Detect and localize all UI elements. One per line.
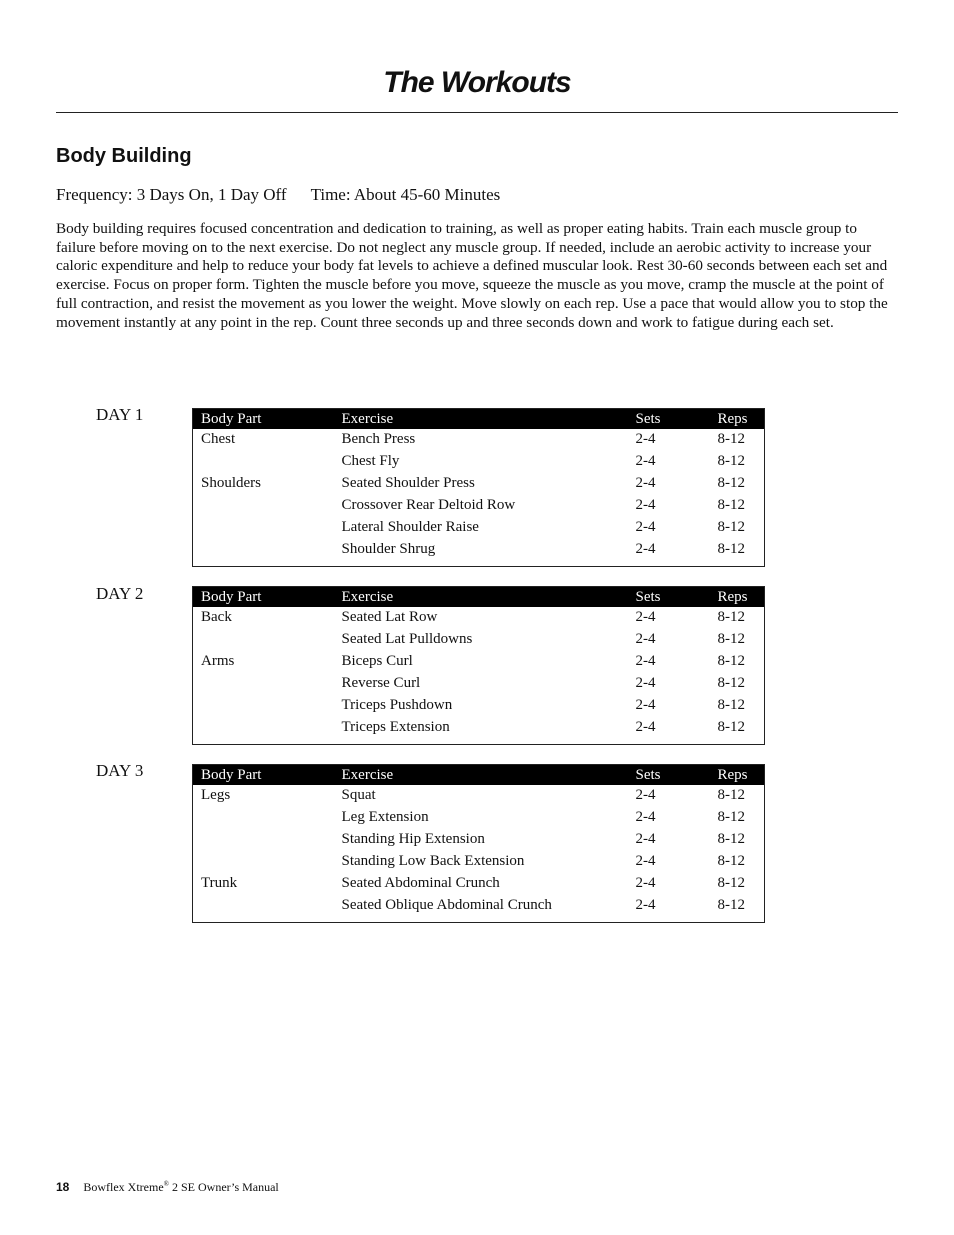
- exercise-cell: Biceps Curl: [341, 652, 413, 669]
- reps-cell: 8-12: [717, 719, 745, 736]
- section-heading: Body Building: [56, 145, 192, 167]
- table-row: [193, 829, 765, 851]
- exercise-cell: Standing Low Back Extension: [341, 852, 525, 869]
- sets-cell: 2-4: [635, 809, 656, 826]
- reps-cell: 8-12: [717, 496, 745, 513]
- header-sets: Sets: [628, 765, 710, 786]
- sets-cell: 2-4: [635, 631, 656, 648]
- header-reps: Reps: [710, 587, 765, 608]
- page-footer: [56, 1180, 279, 1195]
- table-row: [193, 807, 765, 829]
- body-part-cell: [193, 516, 334, 538]
- exercise-cell: Chest Fly: [341, 453, 400, 470]
- reps-cell: 8-12: [717, 431, 745, 448]
- table-row: [193, 607, 765, 629]
- sets-cell: 2-4: [635, 674, 656, 691]
- table-row: [193, 429, 765, 451]
- exercise-cell: Leg Extension: [341, 809, 429, 826]
- sets-cell: 2-4: [635, 652, 656, 669]
- manual-name: Bowflex Xtreme® 2 SE Owner’s Manual: [83, 1180, 279, 1194]
- table-row: [193, 850, 765, 872]
- exercise-cell: Seated Lat Row: [341, 609, 438, 626]
- header-sets: Sets: [628, 587, 710, 608]
- body-part-cell: [193, 538, 334, 567]
- header-exercise: Exercise: [334, 765, 628, 786]
- header-reps: Reps: [710, 765, 765, 786]
- day-3-label: DAY 3: [96, 761, 144, 780]
- exercise-cell: Seated Abdominal Crunch: [341, 874, 500, 891]
- table-row: [193, 694, 765, 716]
- sets-cell: 2-4: [635, 518, 656, 535]
- header-reps: Reps: [710, 409, 765, 430]
- table-row: [193, 785, 765, 807]
- exercise-cell: Triceps Pushdown: [341, 696, 453, 713]
- table-header-row: [193, 587, 765, 608]
- body-part-cell: Trunk: [201, 874, 238, 891]
- reps-cell: 8-12: [717, 809, 745, 826]
- reps-cell: 8-12: [717, 874, 745, 891]
- sets-cell: 2-4: [635, 719, 656, 736]
- header-sets: Sets: [628, 409, 710, 430]
- body-part-cell: Shoulders: [201, 474, 261, 491]
- table-row: [193, 651, 765, 673]
- exercise-cell: Seated Oblique Abdominal Crunch: [341, 897, 552, 914]
- sets-cell: 2-4: [635, 496, 656, 513]
- table-row: [193, 451, 765, 473]
- reps-cell: 8-12: [717, 453, 745, 470]
- body-part-cell: [193, 807, 334, 829]
- table-row: [193, 516, 765, 538]
- sets-cell: 2-4: [635, 609, 656, 626]
- sets-cell: 2-4: [635, 852, 656, 869]
- body-part-cell: [193, 850, 334, 872]
- time-text: Time: About 45-60 Minutes: [310, 185, 501, 204]
- sets-cell: 2-4: [635, 541, 656, 558]
- registered-mark: ®: [163, 1180, 169, 1188]
- day-1-label: DAY 1: [96, 405, 144, 424]
- table-row: [193, 494, 765, 516]
- day-1-table: [192, 408, 765, 567]
- exercise-cell: Bench Press: [341, 431, 416, 448]
- exercise-cell: Triceps Extension: [341, 719, 450, 736]
- table-row: [193, 872, 765, 894]
- body-part-cell: Arms: [201, 652, 235, 669]
- exercise-cell: Reverse Curl: [341, 674, 421, 691]
- table-row: [193, 894, 765, 923]
- reps-cell: 8-12: [717, 852, 745, 869]
- exercise-cell: Shoulder Shrug: [341, 541, 436, 558]
- sets-cell: 2-4: [635, 453, 656, 470]
- intro-paragraph: Body building requires focused concentration and dedication to training, as well as proper eating habits. Train each muscle group to failure before moving on to the next exercise. Do not neglect any muscle group. If needed, include an aerobic activity to increase your caloric expenditure and help to reduce your body fat levels to achieve a defined muscular look. Rest 30-60 seconds between each set and exercise. Focus on proper form. Tighten the muscle before you move, squeeze the muscle as you move, cramp the muscle at the point of full contraction, and resist the movement as you lower the weight. Move slowly on each rep. Use a pace that would allow you to stop the movement instantly at any point in the rep. Count three seconds up and three seconds down and work to fatigue during each set.: [56, 220, 888, 331]
- reps-cell: 8-12: [717, 609, 745, 626]
- body-part-cell: [193, 672, 334, 694]
- sets-cell: 2-4: [635, 897, 656, 914]
- exercise-cell: Seated Shoulder Press: [341, 474, 475, 491]
- exercise-cell: Seated Lat Pulldowns: [341, 631, 473, 648]
- sets-cell: 2-4: [635, 874, 656, 891]
- frequency-text: Frequency: 3 Days On, 1 Day Off: [56, 185, 287, 204]
- reps-cell: 8-12: [717, 674, 745, 691]
- table-row: [193, 716, 765, 745]
- body-part-cell: Legs: [201, 787, 231, 804]
- table-header-row: [193, 765, 765, 786]
- table-row: [193, 473, 765, 495]
- reps-cell: 8-12: [717, 696, 745, 713]
- title-divider: [56, 112, 898, 113]
- day-2-label: DAY 2: [96, 584, 144, 603]
- day-3-table: [192, 764, 765, 923]
- table-header-row: [193, 409, 765, 430]
- table-row: [193, 538, 765, 567]
- sets-cell: 2-4: [635, 431, 656, 448]
- reps-cell: 8-12: [717, 518, 745, 535]
- reps-cell: 8-12: [717, 787, 745, 804]
- sets-cell: 2-4: [635, 696, 656, 713]
- body-part-cell: [193, 451, 334, 473]
- exercise-cell: Squat: [341, 787, 376, 804]
- day-2-table: [192, 586, 765, 745]
- body-part-cell: [193, 494, 334, 516]
- sets-cell: 2-4: [635, 787, 656, 804]
- reps-cell: 8-12: [717, 652, 745, 669]
- body-part-cell: [193, 829, 334, 851]
- body-part-cell: [193, 694, 334, 716]
- page-number: 18: [56, 1180, 70, 1194]
- sets-cell: 2-4: [635, 474, 656, 491]
- table-row: [193, 629, 765, 651]
- header-body-part: Body Part: [193, 409, 334, 430]
- table-row: [193, 672, 765, 694]
- body-part-cell: [193, 894, 334, 923]
- body-part-cell: Chest: [201, 431, 236, 448]
- reps-cell: 8-12: [717, 474, 745, 491]
- header-exercise: Exercise: [334, 409, 628, 430]
- page-title: The Workouts: [383, 66, 571, 99]
- body-part-cell: Back: [201, 609, 232, 626]
- exercise-cell: Lateral Shoulder Raise: [341, 518, 479, 535]
- header-body-part: Body Part: [193, 587, 334, 608]
- reps-cell: 8-12: [717, 541, 745, 558]
- frequency-line: [56, 185, 500, 205]
- reps-cell: 8-12: [717, 830, 745, 847]
- exercise-cell: Standing Hip Extension: [341, 830, 485, 847]
- header-body-part: Body Part: [193, 765, 334, 786]
- header-exercise: Exercise: [334, 587, 628, 608]
- body-part-cell: [193, 629, 334, 651]
- sets-cell: 2-4: [635, 830, 656, 847]
- exercise-cell: Crossover Rear Deltoid Row: [341, 496, 516, 513]
- reps-cell: 8-12: [717, 631, 745, 648]
- body-part-cell: [193, 716, 334, 745]
- reps-cell: 8-12: [717, 897, 745, 914]
